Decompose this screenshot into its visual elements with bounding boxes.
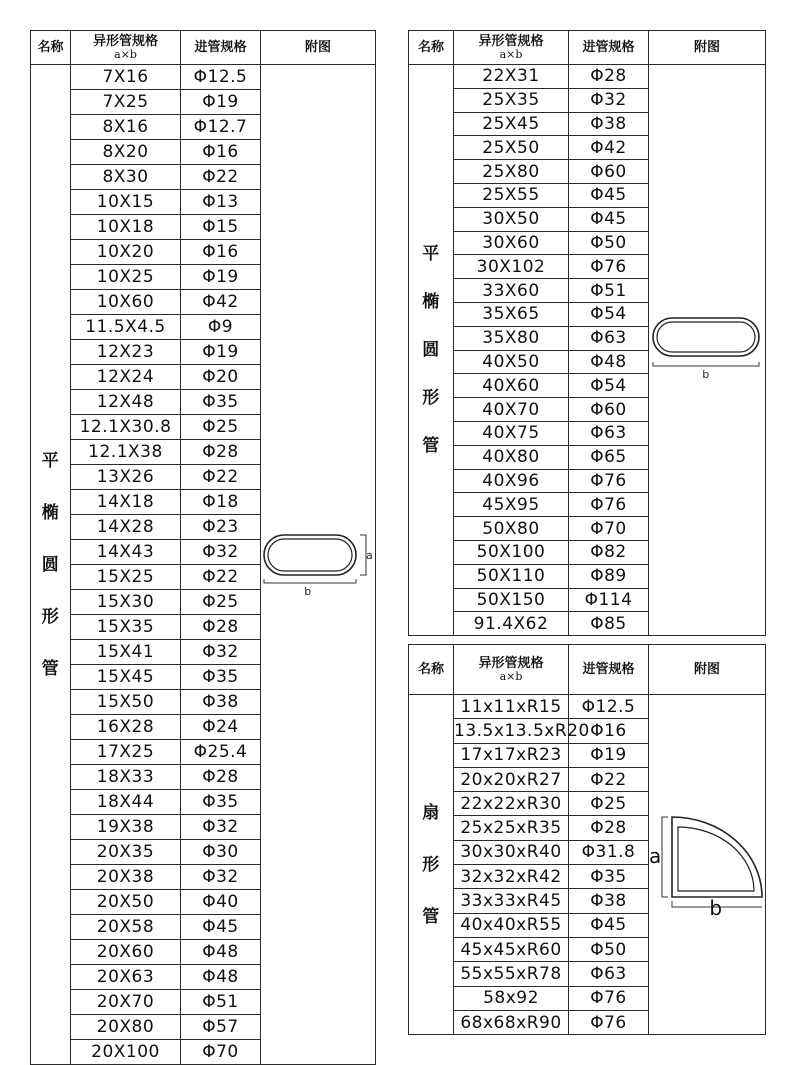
category-char: 形 xyxy=(41,606,60,627)
spec-cell: 13X26 xyxy=(71,465,181,490)
spec-cell: 91.4X62 xyxy=(454,612,569,636)
spec-cell: 50X150 xyxy=(454,588,569,612)
pipe-header: 进管规格 xyxy=(181,31,261,65)
spec-cell: 18X44 xyxy=(71,790,181,815)
spec-cell: 20X80 xyxy=(71,1015,181,1040)
spec-cell: 25X35 xyxy=(454,88,569,112)
spec-cell: 20X70 xyxy=(71,990,181,1015)
spec-cell: 15X41 xyxy=(71,640,181,665)
spec-cell: 50X110 xyxy=(454,564,569,588)
spec-cell: 12X23 xyxy=(71,340,181,365)
name-header: 名称 xyxy=(409,645,454,695)
spec-cell: 58x92 xyxy=(454,986,569,1010)
pipe-cell: Φ16 xyxy=(569,719,649,743)
spec-header: 异形管规格 a×b xyxy=(454,645,569,695)
name-header: 名称 xyxy=(409,31,454,65)
category-char: 管 xyxy=(422,436,440,457)
left-spec-table xyxy=(30,30,376,1065)
pipe-cell: Φ60 xyxy=(569,160,649,184)
figure-header: 附图 xyxy=(649,645,766,695)
right-top-spec-table xyxy=(408,30,766,636)
pipe-cell: Φ89 xyxy=(569,564,649,588)
pipe-cell: Φ22 xyxy=(181,565,261,590)
category-char: 平 xyxy=(422,244,440,265)
pipe-cell: Φ54 xyxy=(569,374,649,398)
pipe-cell: Φ51 xyxy=(569,279,649,303)
pipe-cell: Φ45 xyxy=(569,183,649,207)
figure-cell xyxy=(649,65,766,636)
flat-oval-tube-diagram xyxy=(650,312,765,382)
pipe-cell: Φ32 xyxy=(181,540,261,565)
spec-cell: 45x45xR60 xyxy=(454,937,569,961)
category-char: 管 xyxy=(422,906,440,927)
figure-cell xyxy=(649,695,766,1035)
pipe-cell: Φ23 xyxy=(181,515,261,540)
right-bottom-header-row xyxy=(409,645,766,695)
spec-cell: 35X80 xyxy=(454,326,569,350)
spec-cell: 20X35 xyxy=(71,840,181,865)
dimension-b-label: b xyxy=(708,895,723,920)
name-header: 名称 xyxy=(31,31,71,65)
spec-cell: 20X63 xyxy=(71,965,181,990)
pipe-cell: Φ76 xyxy=(569,986,649,1010)
spec-cell: 50X100 xyxy=(454,540,569,564)
figure-header: 附图 xyxy=(649,31,766,65)
pipe-cell: Φ48 xyxy=(569,350,649,374)
pipe-cell: Φ38 xyxy=(569,112,649,136)
pipe-cell: Φ32 xyxy=(569,88,649,112)
pipe-cell: Φ22 xyxy=(569,767,649,791)
pipe-cell: Φ70 xyxy=(569,517,649,541)
pipe-cell: Φ76 xyxy=(569,1010,649,1034)
spec-cell: 13.5x13.5xR20 xyxy=(454,719,569,743)
spec-cell: 12.1X30.8 xyxy=(71,415,181,440)
spec-cell: 50X80 xyxy=(454,517,569,541)
spec-cell: 40X75 xyxy=(454,421,569,445)
pipe-cell: Φ25 xyxy=(181,590,261,615)
pipe-cell: Φ15 xyxy=(181,215,261,240)
pipe-header: 进管规格 xyxy=(569,645,649,695)
spec-header: 异形管规格 a×b xyxy=(71,31,181,65)
pipe-cell: Φ25 xyxy=(569,792,649,816)
spec-cell: 30X50 xyxy=(454,207,569,231)
category-char: 圆 xyxy=(422,340,440,361)
table-row xyxy=(409,65,766,89)
pipe-cell: Φ63 xyxy=(569,962,649,986)
spec-cell: 68x68xR90 xyxy=(454,1010,569,1034)
pipe-cell: Φ45 xyxy=(569,207,649,231)
pipe-cell: Φ63 xyxy=(569,421,649,445)
pipe-cell: Φ65 xyxy=(569,445,649,469)
spec-cell: 16X28 xyxy=(71,715,181,740)
category-char: 圆 xyxy=(41,554,60,575)
pipe-cell: Φ22 xyxy=(181,465,261,490)
spec-cell: 17x17xR23 xyxy=(454,743,569,767)
spec-cell: 18X33 xyxy=(71,765,181,790)
pipe-cell: Φ31.8 xyxy=(569,840,649,864)
spec-cell: 33x33xR45 xyxy=(454,889,569,913)
spec-cell: 10X15 xyxy=(71,190,181,215)
right-bottom-table-body xyxy=(409,695,766,1035)
pipe-cell: Φ32 xyxy=(181,815,261,840)
spec-cell: 40X70 xyxy=(454,398,569,422)
pipe-cell: Φ12.5 xyxy=(569,695,649,719)
pipe-cell: Φ19 xyxy=(569,743,649,767)
pipe-cell: Φ9 xyxy=(181,315,261,340)
spec-cell: 20X100 xyxy=(71,1040,181,1065)
dimension-a-label: a xyxy=(648,843,662,868)
spec-cell: 25x25xR35 xyxy=(454,816,569,840)
spec-cell: 35X65 xyxy=(454,302,569,326)
spec-cell: 40X80 xyxy=(454,445,569,469)
pipe-cell: Φ28 xyxy=(181,765,261,790)
pipe-cell: Φ38 xyxy=(569,889,649,913)
spec-cell: 15X25 xyxy=(71,565,181,590)
left-table-body xyxy=(31,65,376,1065)
flat-oval-tube-diagram xyxy=(262,527,375,597)
category-char: 扇 xyxy=(422,802,440,823)
spec-cell: 11.5X4.5 xyxy=(71,315,181,340)
category-name-cell xyxy=(409,695,454,1035)
spec-cell: 15X30 xyxy=(71,590,181,615)
right-top-header-row xyxy=(409,31,766,65)
spec-cell: 14X43 xyxy=(71,540,181,565)
pipe-header: 进管规格 xyxy=(569,31,649,65)
pipe-cell: Φ45 xyxy=(569,913,649,937)
spec-cell: 8X30 xyxy=(71,165,181,190)
pipe-cell: Φ16 xyxy=(181,140,261,165)
pipe-cell: Φ35 xyxy=(181,390,261,415)
pipe-cell: Φ30 xyxy=(181,840,261,865)
pipe-cell: Φ20 xyxy=(181,365,261,390)
category-char: 形 xyxy=(422,854,440,875)
pipe-cell: Φ19 xyxy=(181,90,261,115)
pipe-cell: Φ18 xyxy=(181,490,261,515)
pipe-cell: Φ48 xyxy=(181,940,261,965)
pipe-cell: Φ60 xyxy=(569,398,649,422)
pipe-cell: Φ22 xyxy=(181,165,261,190)
pipe-cell: Φ76 xyxy=(569,493,649,517)
spec-cell: 30X102 xyxy=(454,255,569,279)
spec-cell: 19X38 xyxy=(71,815,181,840)
pipe-cell: Φ70 xyxy=(181,1040,261,1065)
dimension-b-label: b xyxy=(701,368,710,382)
spec-cell: 10X25 xyxy=(71,265,181,290)
spec-cell: 15X35 xyxy=(71,615,181,640)
pipe-cell: Φ28 xyxy=(569,816,649,840)
pipe-cell: Φ48 xyxy=(181,965,261,990)
spec-cell: 40X50 xyxy=(454,350,569,374)
pipe-cell: Φ32 xyxy=(181,640,261,665)
spec-header: 异形管规格 a×b xyxy=(454,31,569,65)
pipe-cell: Φ42 xyxy=(181,290,261,315)
right-bottom-spec-table xyxy=(408,644,766,1035)
right-top-table-body xyxy=(409,65,766,636)
spec-cell: 40X96 xyxy=(454,469,569,493)
spec-cell: 11x11xR15 xyxy=(454,695,569,719)
spec-cell: 32x32xR42 xyxy=(454,865,569,889)
pipe-cell: Φ19 xyxy=(181,265,261,290)
pipe-cell: Φ42 xyxy=(569,136,649,160)
spec-cell: 15X45 xyxy=(71,665,181,690)
pipe-cell: Φ32 xyxy=(181,865,261,890)
spec-cell: 12.1X38 xyxy=(71,440,181,465)
pipe-cell: Φ19 xyxy=(181,340,261,365)
pipe-cell: Φ28 xyxy=(569,65,649,89)
spec-cell: 22x22xR30 xyxy=(454,792,569,816)
pipe-cell: Φ76 xyxy=(569,255,649,279)
figure-header: 附图 xyxy=(261,31,376,65)
pipe-cell: Φ12.7 xyxy=(181,115,261,140)
pipe-cell: Φ25.4 xyxy=(181,740,261,765)
spec-cell: 12X48 xyxy=(71,390,181,415)
pipe-cell: Φ45 xyxy=(181,915,261,940)
spec-cell: 14X28 xyxy=(71,515,181,540)
spec-cell: 10X18 xyxy=(71,215,181,240)
pipe-cell: Φ35 xyxy=(569,865,649,889)
spec-cell: 10X20 xyxy=(71,240,181,265)
pipe-cell: Φ50 xyxy=(569,231,649,255)
spec-cell: 20X50 xyxy=(71,890,181,915)
spec-cell: 20x20xR27 xyxy=(454,767,569,791)
pipe-cell: Φ50 xyxy=(569,937,649,961)
spec-cell: 25X80 xyxy=(454,160,569,184)
pipe-cell: Φ13 xyxy=(181,190,261,215)
pipe-cell: Φ35 xyxy=(181,665,261,690)
spec-cell: 40x40xR55 xyxy=(454,913,569,937)
spec-cell: 7X16 xyxy=(71,65,181,90)
pipe-cell: Φ57 xyxy=(181,1015,261,1040)
spec-cell: 14X18 xyxy=(71,490,181,515)
spec-cell: 25X50 xyxy=(454,136,569,160)
left-header-row xyxy=(31,31,376,65)
spec-cell: 33X60 xyxy=(454,279,569,303)
spec-cell: 15X50 xyxy=(71,690,181,715)
pipe-cell: Φ76 xyxy=(569,469,649,493)
pipe-cell: Φ63 xyxy=(569,326,649,350)
dimension-a-label: a xyxy=(365,548,373,562)
category-char: 椭 xyxy=(41,502,60,523)
spec-cell: 8X16 xyxy=(71,115,181,140)
pipe-cell: Φ82 xyxy=(569,540,649,564)
spec-cell: 7X25 xyxy=(71,90,181,115)
category-char: 椭 xyxy=(422,292,440,313)
pipe-cell: Φ38 xyxy=(181,690,261,715)
spec-cell: 20X38 xyxy=(71,865,181,890)
spec-cell: 17X25 xyxy=(71,740,181,765)
spec-cell: 30x30xR40 xyxy=(454,840,569,864)
spec-cell: 30X60 xyxy=(454,231,569,255)
pipe-cell: Φ25 xyxy=(181,415,261,440)
pipe-cell: Φ28 xyxy=(181,440,261,465)
spec-cell: 25X55 xyxy=(454,183,569,207)
spec-cell: 10X60 xyxy=(71,290,181,315)
dimension-b-label: b xyxy=(303,584,312,598)
spec-cell: 45X95 xyxy=(454,493,569,517)
pipe-cell: Φ35 xyxy=(181,790,261,815)
category-name-cell xyxy=(31,65,71,1065)
table-row xyxy=(409,695,766,719)
spec-cell: 22X31 xyxy=(454,65,569,89)
spec-cell: 55x55xR78 xyxy=(454,962,569,986)
spec-cell: 25X45 xyxy=(454,112,569,136)
figure-cell xyxy=(261,65,376,1065)
sector-tube-diagram xyxy=(650,797,765,927)
category-char: 平 xyxy=(41,450,60,471)
pipe-cell: Φ24 xyxy=(181,715,261,740)
table-row xyxy=(31,65,376,90)
spec-cell: 40X60 xyxy=(454,374,569,398)
pipe-cell: Φ40 xyxy=(181,890,261,915)
pipe-cell: Φ54 xyxy=(569,302,649,326)
spec-cell: 8X20 xyxy=(71,140,181,165)
pipe-cell: Φ28 xyxy=(181,615,261,640)
category-char: 形 xyxy=(422,388,440,409)
pipe-cell: Φ16 xyxy=(181,240,261,265)
category-name-cell xyxy=(409,65,454,636)
spec-cell: 20X60 xyxy=(71,940,181,965)
spec-cell: 20X58 xyxy=(71,915,181,940)
pipe-cell: Φ114 xyxy=(569,588,649,612)
pipe-cell: Φ51 xyxy=(181,990,261,1015)
pipe-cell: Φ12.5 xyxy=(181,65,261,90)
category-char: 管 xyxy=(41,658,60,679)
spec-cell: 12X24 xyxy=(71,365,181,390)
pipe-cell: Φ85 xyxy=(569,612,649,636)
